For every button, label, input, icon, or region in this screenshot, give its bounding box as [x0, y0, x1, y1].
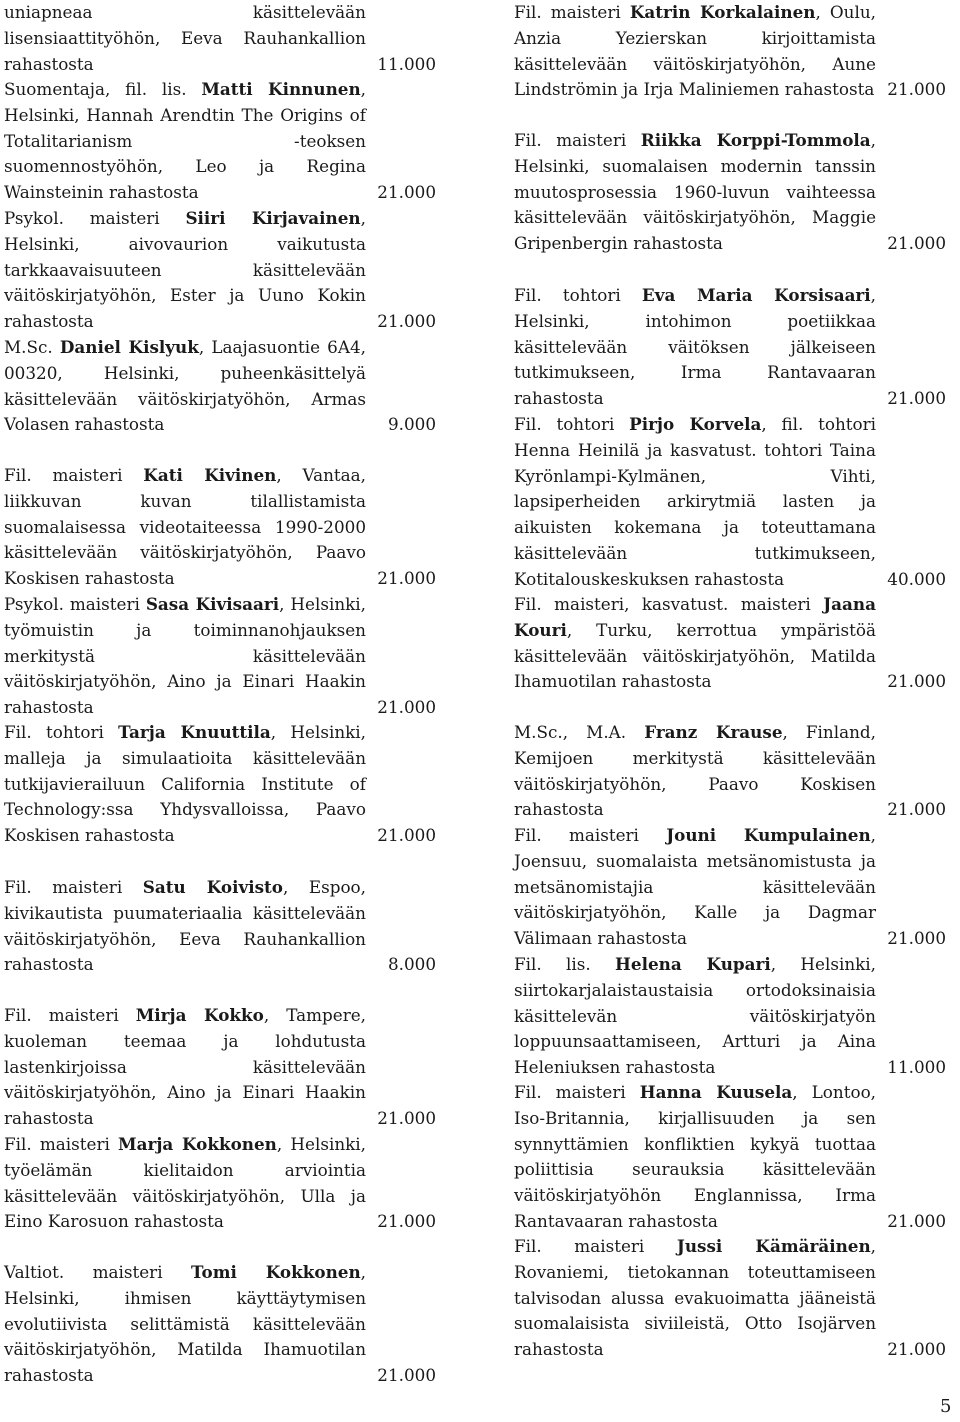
- grant-entry: [4, 77, 436, 206]
- grant-title: Fil. maisteri: [514, 2, 630, 22]
- grant-details: , Vantaa, liikkuvan kuvan tilallistamista suomalaisessa videotaiteessa 1990-2000 käsittelevään väitöskirjatyöhön, Paavo Koskisen rahastosta: [4, 465, 366, 589]
- grant-details: , Joensuu, suomalaista metsänomistusta ja metsänomistajia käsittelevään väitöskirjatyöhön, Kalle ja Dagmar Välimaan rahastosta: [514, 825, 877, 949]
- grant-title: Fil. tohtori: [514, 285, 642, 305]
- grant-description: [4, 592, 366, 721]
- page-number: 5: [940, 1396, 952, 1417]
- grant-entry: [514, 128, 946, 257]
- grant-details: , Lontoo, Iso-Britannia, kirjallisuuden ja sen synnyttämien konfliktien kykyä tuottaa poliittisia seurauksia käsittelevään väitöskirjatyöhön Englannissa, Irma Rantavaaran rahastosta: [514, 1082, 877, 1231]
- grant-recipient-name: Jussi Kämäräinen: [676, 1236, 871, 1256]
- grant-details: , Finland, Kemijoen merkitystä käsittelevään väitöskirjatyöhön, Paavo Koskisen rahastosta: [514, 722, 876, 820]
- grant-amount: 21.000: [377, 1108, 436, 1129]
- grant-description: [514, 283, 876, 412]
- grant-details: , Helsinki, Hannah Arendtin The Origins of Totalitarianism -teoksen suomennostyöhön, Leo ja Regina Wainsteinin rahastosta: [4, 79, 366, 203]
- grant-recipient-name: Kati Kivinen: [143, 465, 277, 485]
- grant-recipient-name: Tomi Kokkonen: [190, 1262, 361, 1282]
- grant-entry: [4, 0, 436, 77]
- grant-amount: 9.000: [387, 414, 436, 435]
- grant-recipient-name: Jaana Kouri: [514, 594, 876, 640]
- grant-amount: 21.000: [377, 568, 436, 589]
- grant-recipient-name: Eva Maria Korsisaari: [641, 285, 871, 305]
- grant-amount: 8.000: [387, 954, 436, 975]
- grant-details: , Tampere, kuoleman teemaa ja lohdutusta lastenkirjoissa käsittelevään väitöskirjatyöhön, Aino ja Einari Haakin rahastosta: [4, 1005, 367, 1129]
- grant-amount: 11.000: [377, 53, 436, 74]
- grant-amount: 21.000: [377, 311, 436, 332]
- grant-entry: [4, 875, 436, 978]
- grant-amount: 11.000: [887, 1057, 946, 1078]
- grant-entry: [514, 0, 946, 103]
- grant-details: , Helsinki, siirtokarjalaistaustaisia ortodoksinaisia käsittelevän väitöskirjatyön loppuunsaattamiseen, Artturi ja Aina Heleniuksen rahastosta: [514, 954, 877, 1078]
- grant-entry: [514, 412, 946, 593]
- grant-details: , Helsinki, työmuistin ja toiminnanohjauksen merkitystä käsittelevään väitöskirjatyöhön, Aino ja Einari Haakin rahastosta: [4, 594, 367, 718]
- grant-details: , Helsinki, malleja ja simulaatioita käsittelevään tutkijavierailuun California Institute of Technology:ssa Yhdysvalloissa, Paavo Koskisen rahastosta: [4, 722, 366, 846]
- grant-amount: 21.000: [377, 182, 436, 203]
- grant-details: , Helsinki, suomalaisen modernin tanssin muutosprosessia 1960-luvun vaihteessa käsittelevään väitöskirjatyöhön, Maggie Gripenbergin rahastosta: [514, 130, 876, 254]
- grant-amount: 40.000: [887, 568, 946, 589]
- grant-entry: [4, 335, 436, 438]
- grant-recipient-name: Satu Koivisto: [142, 877, 283, 897]
- grant-amount: 21.000: [887, 1339, 946, 1360]
- grant-details: , Espoo, kivikautista puumateriaalia käsittelevään väitöskirjatyöhön, Eeva Rauhankallion rahastosta: [4, 877, 366, 975]
- grant-description: [514, 1234, 876, 1363]
- grant-description: [4, 77, 366, 206]
- grant-entry: [514, 592, 946, 695]
- grant-recipient-name: Katrin Korkalainen: [629, 2, 816, 22]
- grant-description: [514, 952, 876, 1081]
- grant-title: Psykol. maisteri: [4, 208, 186, 228]
- grant-description: [514, 0, 876, 103]
- grant-description: [4, 1132, 366, 1235]
- grant-title: M.Sc., M.A.: [514, 722, 645, 742]
- grant-recipient-name: Sasa Kivisaari: [145, 594, 280, 614]
- grant-entry: [514, 823, 946, 952]
- grant-description: [4, 0, 366, 77]
- grant-amount: 21.000: [887, 928, 946, 949]
- grant-entry: [4, 1003, 436, 1132]
- grant-title: Fil. maisteri: [514, 1082, 640, 1102]
- grant-amount: 21.000: [377, 697, 436, 718]
- grant-amount: 21.000: [887, 233, 946, 254]
- grant-entry: [514, 283, 946, 412]
- grant-details: , Helsinki, aivovaurion vaikutusta tarkkaavaisuuteen käsittelevään väitöskirjatyöhön, Ester ja Uuno Kokin rahastosta: [4, 208, 366, 332]
- grant-amount: 21.000: [887, 388, 946, 409]
- grant-description: [514, 1080, 876, 1235]
- grant-details: , Helsinki, työelämän kielitaidon arviointia käsittelevään väitöskirjatyöhön, Ulla ja Eino Karosuon rahastosta: [4, 1134, 366, 1232]
- grant-entry: [4, 1132, 436, 1235]
- grant-description: [4, 720, 366, 849]
- grant-amount: 21.000: [377, 1365, 436, 1386]
- grant-description: [4, 1003, 366, 1132]
- grant-amount: 21.000: [887, 1210, 946, 1231]
- grant-details: , Oulu, Anzia Yezierskan kirjoittamista käsittelevään väitöskirjatyöhön, Aune Lindströmin ja Irja Maliniemen rahastosta: [514, 2, 876, 100]
- grant-title: Fil. tohtori: [4, 722, 119, 742]
- grant-recipient-name: Jouni Kumpulainen: [666, 825, 871, 845]
- grant-title: Fil. maisteri: [4, 1005, 136, 1025]
- grant-description: [4, 1260, 366, 1389]
- grant-recipient-name: Franz Krause: [644, 722, 783, 742]
- grant-title: Suomentaja, fil. lis.: [4, 79, 202, 99]
- grant-title: Fil. maisteri: [4, 877, 143, 897]
- grant-amount: 21.000: [887, 799, 946, 820]
- grant-recipient-name: Tarja Knuuttila: [118, 722, 271, 742]
- grant-details: , fil. tohtori Henna Heinilä ja kasvatust. tohtori Taina Kyrönlampi-Kylmänen, Vihti, lapsiperheiden arkirytmiä lasten ja aikuisten kokemana ja toteuttamana käsittelevään tutkimukseen, Kotitalouskeskuksen rahastosta: [514, 414, 876, 589]
- grant-details: , Turku, kerrottua ympäristöä käsittelevään väitöskirjatyöhön, Matilda Ihamuotilan rahastosta: [514, 619, 876, 692]
- grant-entry: [514, 720, 946, 823]
- grant-description: [4, 463, 366, 592]
- grant-details: , Rovaniemi, tietokannan toteuttamiseen talvisodan alussa evakuoimatta jääneistä suomalaisista siviileistä, Otto Isojärven rahastosta: [514, 1236, 876, 1360]
- grant-title: uniapneaa käsittelevään lisensiaattityöhön, Eeva Rauhankallion rahastosta: [4, 2, 366, 74]
- grant-title: Fil. maisteri: [514, 825, 667, 845]
- grant-description: [4, 335, 366, 438]
- grant-entry: [514, 1234, 946, 1363]
- grant-title: Fil. maisteri: [514, 130, 641, 150]
- grant-details: , Helsinki, intohimon poetiikkaa käsittelevään väitöksen jälkeiseen tutkimukseen, Irma Rantavaaran rahastosta: [514, 285, 876, 409]
- grant-entry: [514, 1080, 946, 1235]
- grant-title: Psykol. maisteri: [4, 594, 146, 614]
- grant-entry: [4, 463, 436, 592]
- grant-entry: [4, 206, 436, 335]
- grant-details: , Laajasuontie 6A4, 00320, Helsinki, puheenkäsittelyä käsittelevään väitöskirjatyöhön, Armas Volasen rahastosta: [4, 337, 366, 435]
- grant-details: , Helsinki, ihmisen käyttäytymisen evolutiivista selittämistä käsittelevään väitöskirjatyöhön, Matilda Ihamuotilan rahastosta: [4, 1262, 366, 1386]
- grant-title: Fil. maisteri: [4, 465, 144, 485]
- grant-recipient-name: Helena Kupari: [615, 954, 771, 974]
- grant-title: Fil. maisteri, kasvatust. maisteri: [514, 594, 824, 614]
- grant-entry: [4, 592, 436, 721]
- grant-description: [514, 720, 876, 823]
- grant-description: [514, 128, 876, 257]
- grant-amount: 21.000: [377, 825, 436, 846]
- grant-recipient-name: Marja Kokkonen: [118, 1134, 277, 1154]
- grant-description: [514, 592, 876, 695]
- grant-recipient-name: Matti Kinnunen: [201, 79, 361, 99]
- grant-description: [4, 875, 366, 978]
- grant-recipient-name: Daniel Kislyuk: [59, 337, 199, 357]
- grant-recipient-name: Riikka Korppi-Tommola: [640, 130, 871, 150]
- grant-description: [4, 206, 366, 335]
- grant-title: Fil. tohtori: [514, 414, 630, 434]
- grant-title: Fil. maisteri: [4, 1134, 119, 1154]
- grant-amount: 21.000: [377, 1211, 436, 1232]
- grant-title: Fil. lis.: [514, 954, 616, 974]
- grant-recipient-name: Mirja Kokko: [135, 1005, 264, 1025]
- grant-amount: 21.000: [887, 79, 946, 100]
- grant-recipient-name: Pirjo Korvela: [629, 414, 762, 434]
- grant-amount: 21.000: [887, 671, 946, 692]
- grant-description: [514, 412, 876, 593]
- grant-title: Fil. maisteri: [514, 1236, 677, 1256]
- grant-entry: [4, 720, 436, 849]
- grant-title: M.Sc.: [4, 337, 60, 357]
- grant-recipient-name: Siiri Kirjavainen: [185, 208, 361, 228]
- grant-entry: [514, 952, 946, 1081]
- grant-title: Valtiot. maisteri: [4, 1262, 191, 1282]
- grant-recipient-name: Hanna Kuusela: [639, 1082, 793, 1102]
- grant-entry: [4, 1260, 436, 1389]
- grant-description: [514, 823, 876, 952]
